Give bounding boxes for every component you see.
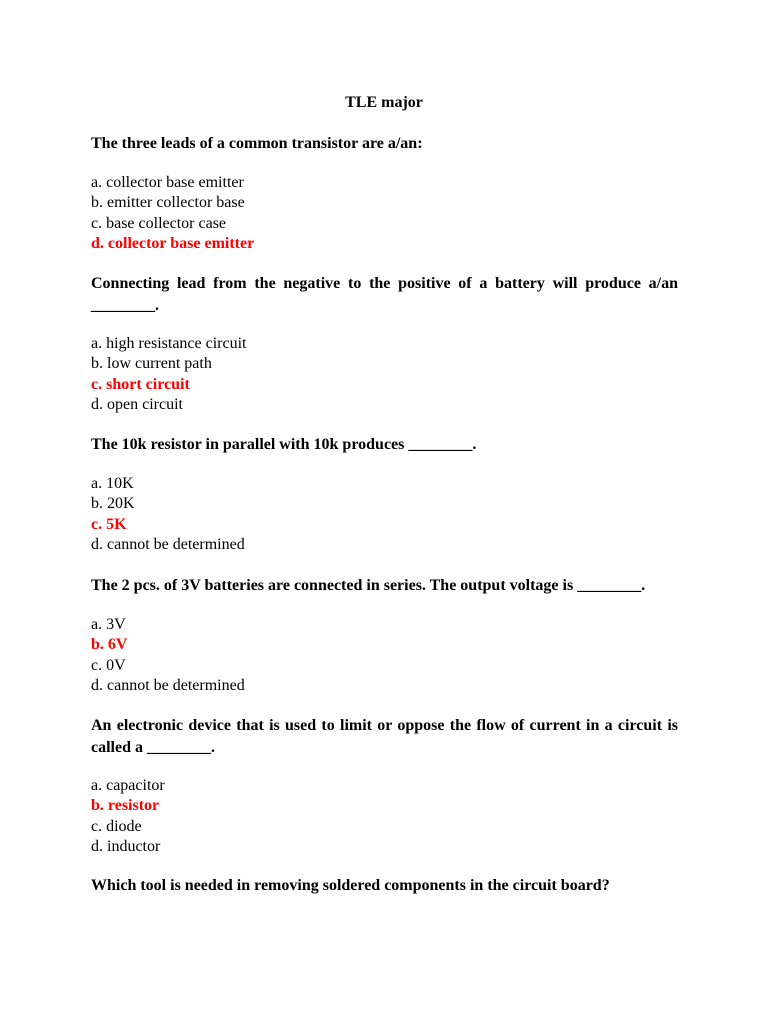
option-c-answer: c. short circuit [91,375,190,393]
option-c: c. 0V [91,656,126,674]
option-b: b. emitter collector base [91,194,245,212]
option-a: a. collector base emitter [91,174,244,191]
question-1-prompt: The three leads of a common transistor are a/an: [91,135,423,152]
option-a: a. high resistance circuit [91,335,247,352]
option-b-answer: b. resistor [91,797,160,815]
question-3-options [91,474,678,555]
question-2-prompt: Connecting lead from the negative to the positive of a battery will produce a/an ________. [91,275,678,314]
question-4-prompt: The 2 pcs. of 3V batteries are connected in series. The output voltage is ________. [91,577,646,594]
question-3-prompt: The 10k resistor in parallel with 10k produces ________. [91,436,477,453]
option-a: a. 10K [91,475,134,492]
option-d: d. cannot be determined [91,676,245,694]
option-c: c. base collector case [91,214,227,232]
option-d-answer: d. collector base emitter [91,234,255,252]
document-title: TLE major [345,94,423,111]
option-b-answer: b. 6V [91,636,128,654]
option-c-answer: c. 5K [91,515,127,533]
option-d: d. open circuit [91,395,183,413]
option-d: d. cannot be determined [91,535,245,553]
option-a: a. 3V [91,616,126,633]
question-5-prompt: An electronic device that is used to limit or oppose the flow of current in a circuit is called a ________. [91,717,678,756]
question-2-options [91,334,678,415]
option-d: d. inductor [91,837,161,855]
question-4-options [91,615,678,696]
option-b: b. 20K [91,495,135,513]
question-6-prompt: Which tool is needed in removing soldered components in the circuit board? [91,877,610,894]
option-c: c. diode [91,817,142,835]
question-1-options [91,173,678,254]
option-a: a. capacitor [91,777,165,794]
question-5-options [91,776,678,857]
option-b: b. low current path [91,355,212,373]
